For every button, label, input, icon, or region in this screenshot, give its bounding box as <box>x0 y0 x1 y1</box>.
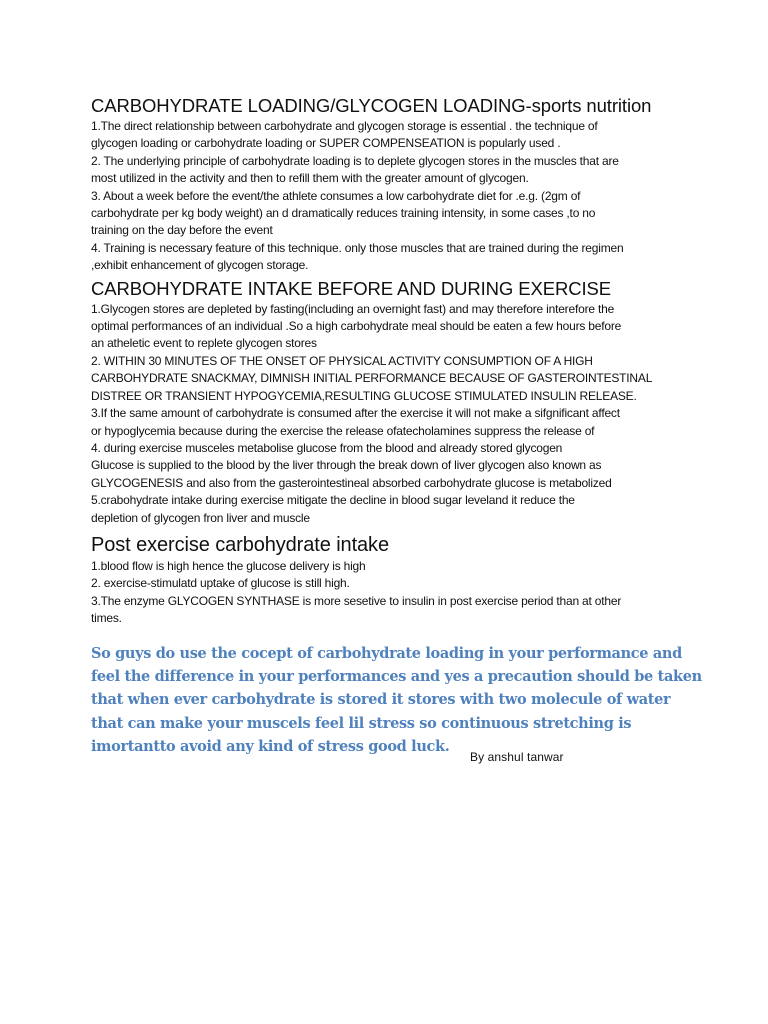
section-heading-carbohydrate-loading: CARBOHYDRATE LOADING/GLYCOGEN LOADING-sports nutrition <box>91 95 652 116</box>
text-line: 3.The enzyme GLYCOGEN SYNTHASE is more sesetive to insulin in post exercise period than at other <box>91 593 622 608</box>
section-post-exercise-text <box>91 558 691 628</box>
closing-remarks <box>91 642 702 759</box>
text-line: ,exhibit enhancement of glycogen storage. <box>91 258 309 273</box>
text-line: optimal performances of an individual .So a high carbohydrate meal should be eaten a few hours before <box>91 319 622 334</box>
text-line: 3. About a week before the event/the athlete consumes a low carbohydrate diet for .e.g. (2gm of <box>91 188 581 203</box>
text-line: GLYCOGENESIS and also from the gasterointestineal absorbed carbohydrate glucose is metabolized <box>91 475 612 490</box>
document-body <box>91 95 702 759</box>
section-carbohydrate-loading-text <box>91 118 691 275</box>
section-heading-post-exercise: Post exercise carbohydrate intake <box>91 533 389 556</box>
text-line: Glucose is supplied to the blood by the liver through the break down of liver glycogen also known as <box>91 458 602 473</box>
section-heading-intake-before-during: CARBOHYDRATE INTAKE BEFORE AND DURING EXERCISE <box>91 277 611 299</box>
closing-line: that when ever carbohydrate is stored it stores with two molecule of water <box>91 691 671 709</box>
text-line: 3.If the same amount of carbohydrate is consumed after the exercise it will not make a sifgnificant affect <box>91 406 620 421</box>
text-line: CARBOHYDRATE SNACKMAY, DIMNISH INITIAL PERFORMANCE BECAUSE OF GASTEROINTESTINAL <box>91 371 653 386</box>
text-line: carbohydrate per kg body weight) an d dramatically reduces training intensity, in some cases ,to no <box>91 206 596 221</box>
text-line: depletion of glycogen fron liver and muscle <box>91 510 310 525</box>
closing-line: that can make your muscels feel lil stress so continuous stretching is <box>91 714 632 732</box>
text-line: DISTREE OR TRANSIENT HYPOGYCEMIA,RESULTING GLUCOSE STIMULATED INSULIN RELEASE. <box>91 388 637 403</box>
text-line: an atheletic event to replete glycogen stores <box>91 336 317 351</box>
section-intake-before-during-text <box>91 301 691 527</box>
text-line: glycogen loading or carbohydrate loading or SUPER COMPENSEATION is popularly used . <box>91 136 561 151</box>
text-line: 2. The underlying principle of carbohydrate loading is to deplete glycogen stores in the muscles that are <box>91 153 619 168</box>
text-line: 5.crabohydrate intake during exercise mitigate the decline in blood sugar leveland it reduce the <box>91 493 575 508</box>
text-line: or hypoglycemia because during the exercise the release ofatecholamines suppress the release of <box>91 423 595 438</box>
text-line: 4. during exercise musceles metabolise glucose from the blood and already stored glycogen <box>91 440 563 455</box>
text-line: 1.The direct relationship between carbohydrate and glycogen storage is essential . the technique of <box>91 119 598 133</box>
closing-line: So guys do use the cocept of carbohydrate loading in your performance and <box>91 644 682 662</box>
text-line: 2. exercise-stimulatd uptake of glucose is still high. <box>91 576 350 591</box>
closing-line: feel the difference in your performances and yes a precaution should be taken <box>91 667 702 685</box>
text-line: 1.blood flow is high hence the glucose delivery is high <box>91 558 366 573</box>
text-line: training on the day before the event <box>91 223 273 238</box>
author-byline: By anshul tanwar <box>470 750 564 764</box>
text-line: times. <box>91 611 122 626</box>
text-line: 2. WITHIN 30 MINUTES OF THE ONSET OF PHYSICAL ACTIVITY CONSUMPTION OF A HIGH <box>91 353 593 368</box>
text-line: most utilized in the activity and then to refill them with the greater amount of glycogen. <box>91 171 529 186</box>
closing-line: imortantto avoid any kind of stress good luck. <box>91 738 450 756</box>
text-line: 1.Glycogen stores are depleted by fasting(including an overnight fast) and may therefore interefore the <box>91 301 615 316</box>
text-line: 4. Training is necessary feature of this technique. only those muscles that are trained during the regimen <box>91 240 624 255</box>
